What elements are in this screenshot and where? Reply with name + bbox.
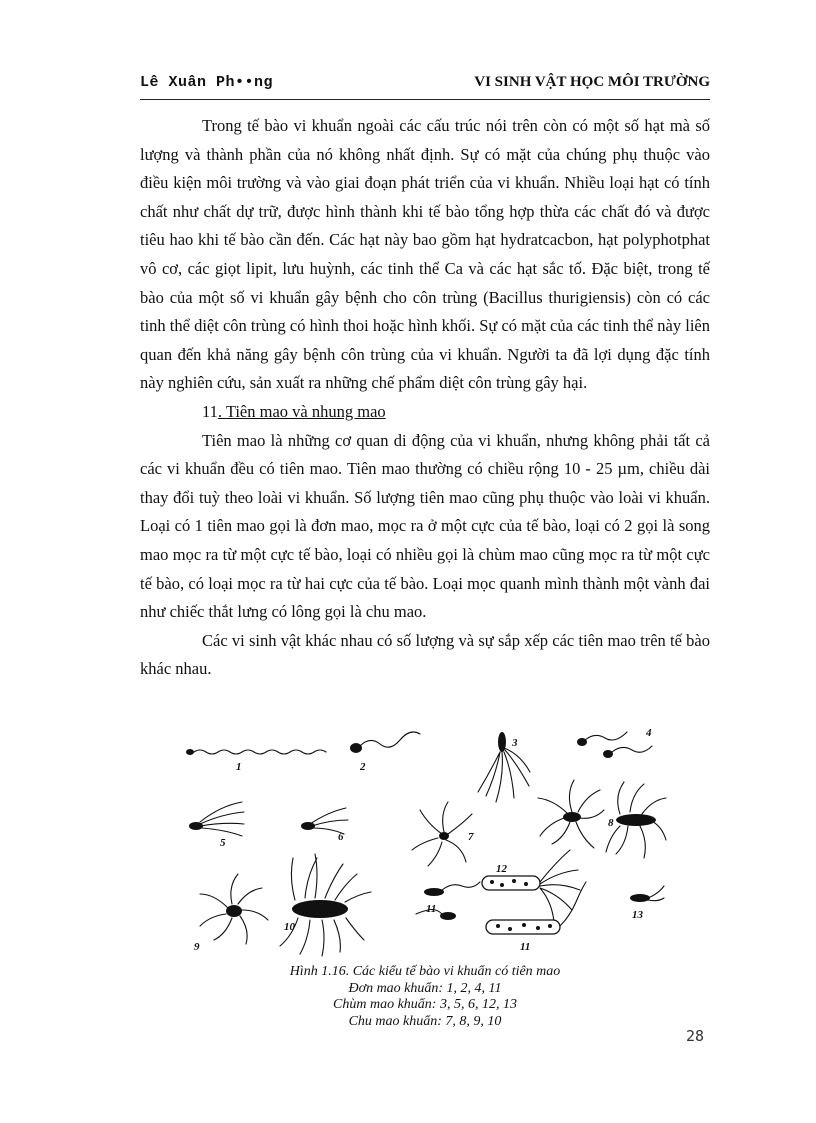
cell-11a-flagellum: [442, 882, 480, 890]
cell-1-flagellum: [194, 750, 326, 754]
label-6: 6: [338, 831, 344, 843]
caption-lophotrichous: Chùm mao khuẩn: 3, 5, 6, 12, 13: [333, 997, 517, 1012]
cell-4a: [577, 738, 587, 746]
cell-12-flagella: [540, 850, 580, 922]
label-1: 1: [236, 761, 242, 773]
cell-8b: [616, 814, 656, 826]
label-13: 13: [632, 909, 643, 921]
cell-2: [350, 743, 362, 753]
page-number: 28: [686, 1027, 705, 1045]
label-10: 10: [284, 921, 295, 933]
label-11b: 11: [520, 941, 531, 953]
cell-13-flagella: [648, 886, 664, 901]
cell-8: [563, 812, 581, 822]
label-5: 5: [220, 837, 226, 849]
cell-5-flagella: [200, 802, 244, 836]
header-author: Lê Xuân Ph••ng: [140, 74, 274, 91]
label-12: 12: [496, 863, 507, 875]
header-rule: [140, 99, 710, 100]
caption-title: Hình 1.16. Các kiểu tế bào vi khuẩn có tiên mao: [289, 964, 561, 979]
label-11a: 11: [426, 903, 437, 915]
cell-4-flagellum-a: [585, 732, 627, 740]
section-number: 11: [202, 401, 218, 421]
paragraph-arrangement: Các vi sinh vật khác nhau có số lượng và sự sắp xếp các tiên mao trên tế bào khác nhau.: [140, 630, 710, 679]
cell-3: [498, 732, 506, 752]
page-header: [140, 74, 710, 98]
label-3: 3: [512, 737, 518, 749]
cell-3-flagella: [478, 748, 530, 802]
body-text: [140, 112, 710, 684]
section-heading: [140, 398, 710, 427]
label-4: 4: [646, 727, 652, 739]
cell-2-flagellum: [360, 732, 420, 747]
header-title: VI SINH VẬT HỌC MÔI TRƯỜNG: [474, 74, 710, 90]
label-9: 9: [194, 941, 200, 953]
paragraph-granules: Trong tế bào vi khuẩn ngoài các cấu trúc nói trên còn có một số hạt mà số lượng và thành phần của nó không nhất định. Sự có mặt của chúng phụ thuộc vào điều kiện môi trường và vào giai đoạn phát triển của vi khuẩn. Nhiều loại hạt có tính chất như chất dự trữ, được hình thành khi tế bào tổng hợp thừa các chất đó và được tiêu hao khi tế bào cần đến. Các hạt này bao gồm hạt hydratcacbon, hạt polyphotphat vô cơ, các giọt lipit, lưu huỳnh, các tinh thể Ca và các hạt sắc tố. Đặc biệt, trong tế bào của một số vi khuẩn gây bệnh cho côn trùng (Bacillus thurigiensis) còn có các tinh thể diệt côn trùng có hình thoi hoặc hình khối. Sự có mặt của các tinh thể này liên quan đến khả năng gây bệnh côn trùng của vi khuẩn. Người ta đã lợi dụng đặc tính này nghiên cứu, sản xuất ra những chế phẩm diệt côn trùng gây hại.: [140, 116, 710, 393]
section-title: . Tiên mao và nhung mao: [217, 401, 386, 421]
cell-7: [439, 832, 449, 840]
cell-9: [226, 905, 242, 917]
cell-4-flagellum-b: [612, 746, 652, 752]
label-2: 2: [360, 761, 366, 773]
cell-1: [186, 749, 194, 755]
cell-11b-flagellum: [560, 882, 586, 926]
cell-4b: [603, 750, 613, 758]
label-8: 8: [608, 817, 614, 829]
cell-5: [189, 822, 203, 830]
cell-13: [630, 894, 650, 902]
caption-peritrichous: Chu mao khuẩn: 7, 8, 9, 10: [348, 1013, 502, 1029]
paragraph-flagella: Tiên mao là những cơ quan di động của vi khuẩn, nhưng không phải tất cả các vi khuẩn đều có tiên mao. Tiên mao thường có chiều rộng 10 - 25 µm, chiều dài thay đổi tuỳ theo loài vi khuẩn. Số lượng tiên mao cũng phụ thuộc vào loài vi khuẩn. Loại có 1 tiên mao gọi là đơn mao, mọc ra ở một cực của tế bào, loại có 2 gọi là song mao mọc ra từ một cực tế bào, loại có nhiều gọi là chùm mao cũng mọc ra từ một cực tế bào, có loại mọc ra từ hai cực của tế bào. Loại mọc quanh mình thành một vành đai như chiếc thắt lưng có lông gọi là chu mao.: [140, 430, 710, 622]
flagella-figure: [180, 722, 670, 967]
figure-caption: [140, 964, 710, 1030]
cell-11c: [440, 912, 456, 920]
cell-11a: [424, 888, 444, 896]
cell-10: [292, 900, 348, 918]
label-7: 7: [468, 831, 474, 843]
caption-monotrichous: Đơn mao khuẩn: 1, 2, 4, 11: [348, 980, 502, 996]
cell-6: [301, 822, 315, 830]
